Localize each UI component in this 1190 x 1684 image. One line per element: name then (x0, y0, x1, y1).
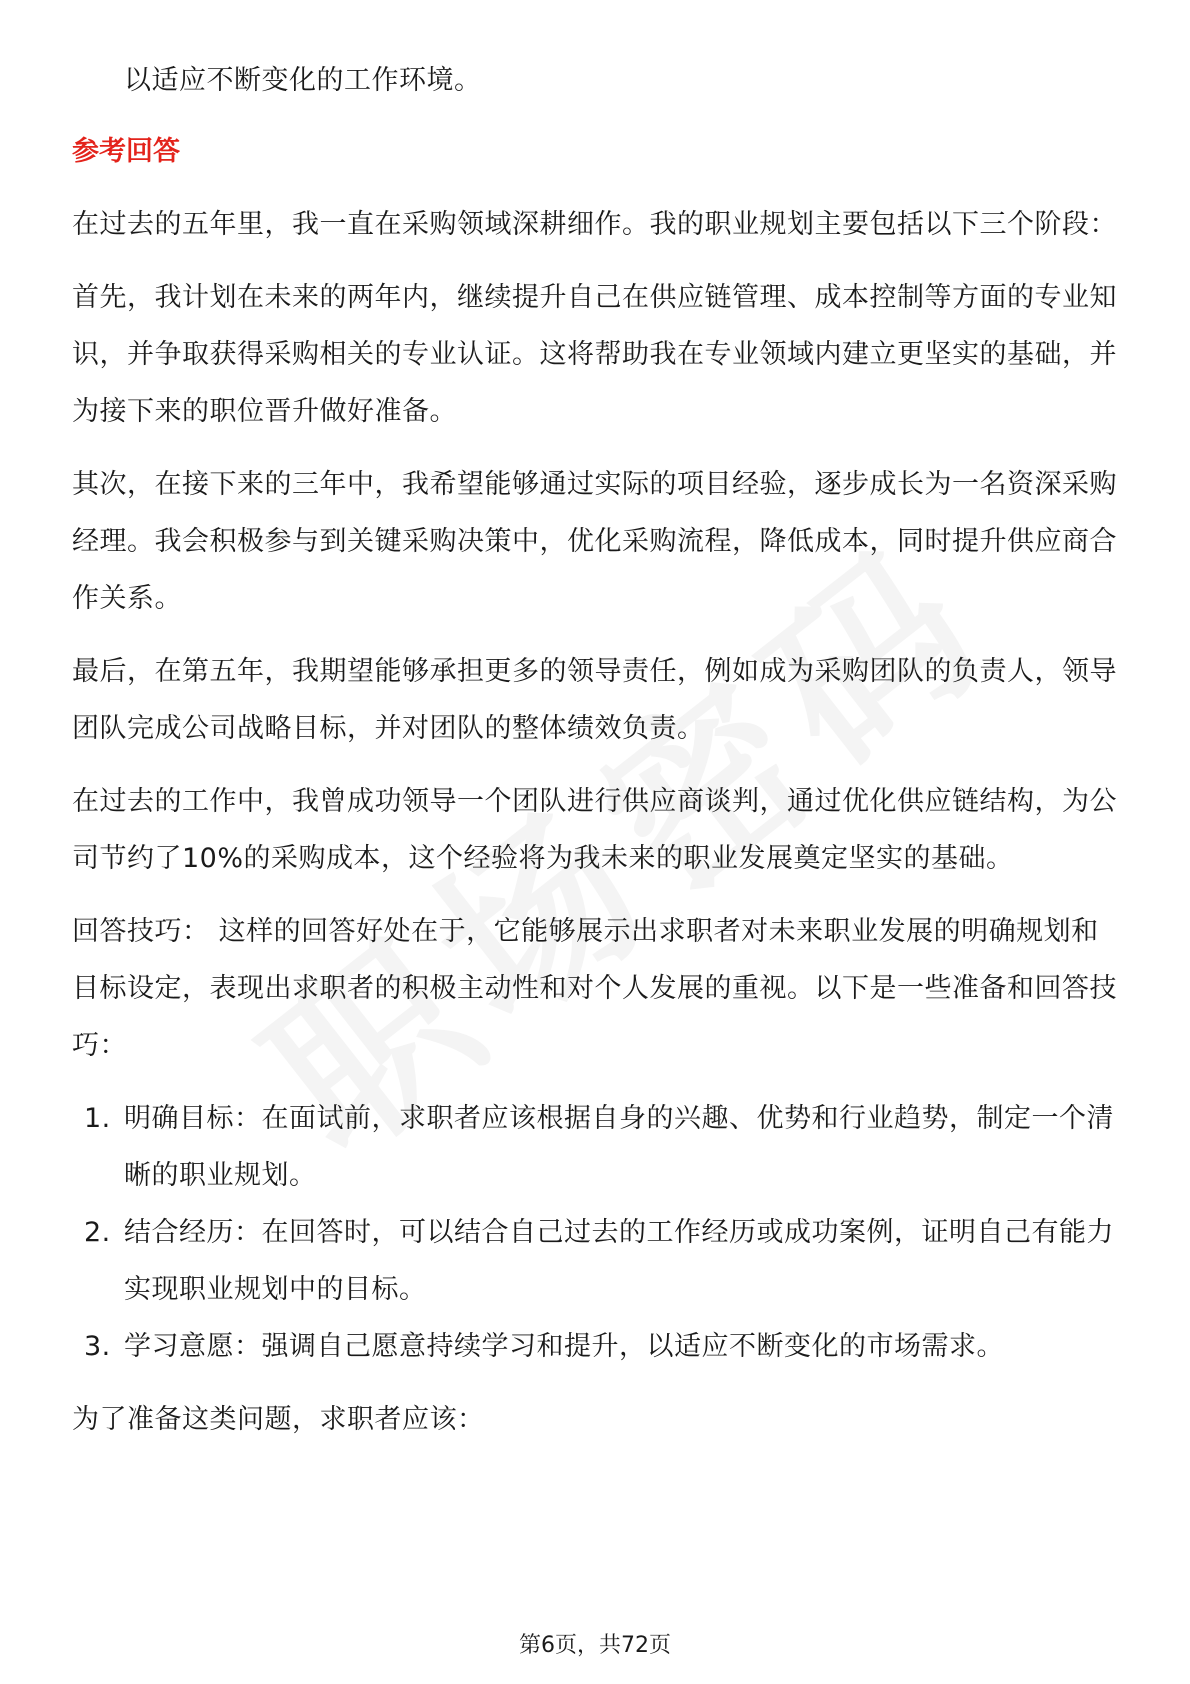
closing-line: 为了准备这类问题，求职者应该： (72, 1404, 485, 1435)
list-item (72, 1204, 1122, 1318)
page-number-footer: 第6页，共72页 (519, 1633, 671, 1658)
paragraph-second-stage: 其次，在接下来的三年中，我希望能够通过实际的项目经验，逐步成长为一名资深采购经理。我会积极参与到关键采购决策中，优化采购流程，降低成本，同时提升供应商合作关系。 (72, 469, 1117, 614)
paragraph-third-stage: 最后，在第五年，我期望能够承担更多的领导责任，例如成为采购团队的负责人，领导团队完成公司战略目标，并对团队的整体绩效负责。 (72, 656, 1117, 744)
section-heading: 参考回答 (72, 136, 180, 167)
list-item (72, 1318, 1122, 1375)
page-content (72, 52, 1122, 1448)
list-item (72, 1090, 1122, 1204)
list-item-text: 结合经历：在回答时，可以结合自己过去的工作经历或成功案例，证明自己有能力实现职业规划中的目标。 (124, 1217, 1114, 1305)
list-item-text: 明确目标：在面试前，求职者应该根据自身的兴趣、优势和行业趋势，制定一个清晰的职业规划。 (124, 1103, 1114, 1191)
list-item-number: 2. (84, 1217, 111, 1248)
paragraph-experience: 在过去的工作中，我曾成功领导一个团队进行供应商谈判，通过优化供应链结构，为公司节约了10%的采购成本，这个经验将为我未来的职业发展奠定坚实的基础。 (72, 786, 1117, 874)
list-item-number: 1. (84, 1103, 111, 1134)
paragraph-answer-tips: 回答技巧： 这样的回答好处在于，它能够展示出求职者对未来职业发展的明确规划和目标设定，表现出求职者的积极主动性和对个人发展的重视。以下是一些准备和回答技巧： (72, 916, 1117, 1061)
list-item-number: 3. (84, 1331, 111, 1362)
paragraph-intro: 在过去的五年里，我一直在采购领域深耕细作。我的职业规划主要包括以下三个阶段： (72, 209, 1117, 240)
tips-list (72, 1090, 1122, 1375)
lead-line: 以适应不断变化的工作环境。 (124, 65, 482, 96)
list-item-text: 学习意愿：强调自己愿意持续学习和提升，以适应不断变化的市场需求。 (124, 1331, 1004, 1362)
paragraph-first-stage: 首先，我计划在未来的两年内，继续提升自己在供应链管理、成本控制等方面的专业知识，并争取获得采购相关的专业认证。这将帮助我在专业领域内建立更坚实的基础，并为接下来的职位晋升做好准备。 (72, 282, 1117, 427)
